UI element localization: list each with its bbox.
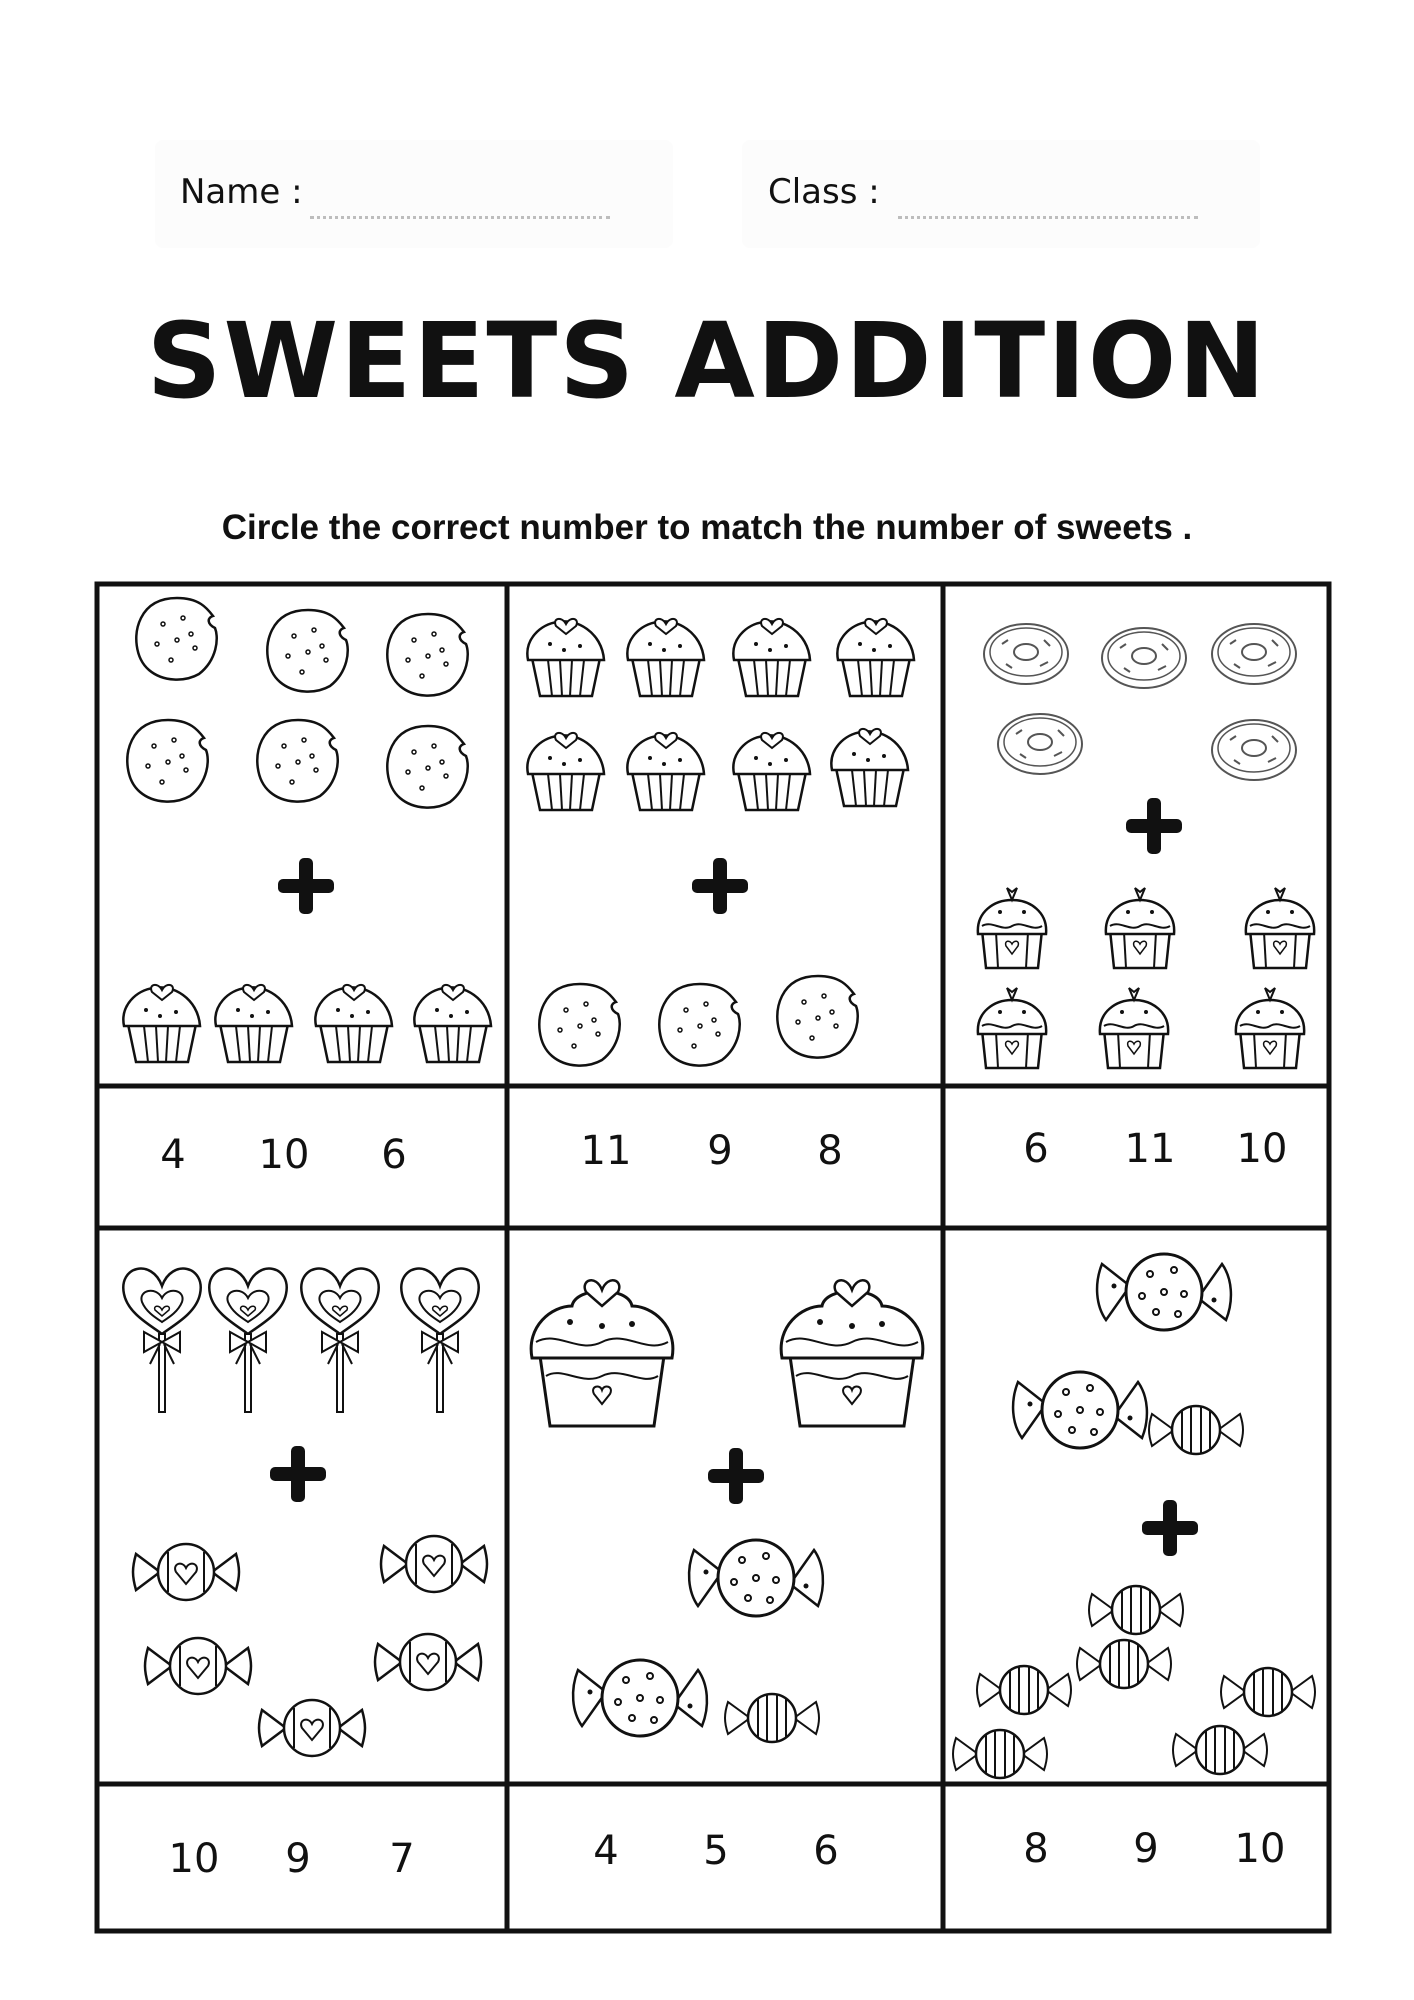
big-cupcake-icon [781, 1280, 923, 1426]
fancy-cupcake-icon [978, 888, 1046, 968]
striped-candy-icon [1173, 1726, 1267, 1774]
cupcake-icon [831, 729, 908, 806]
fancy-cupcake-icon [1100, 988, 1168, 1068]
heart-candy-icon [133, 1544, 239, 1600]
cookie-icon [539, 984, 619, 1066]
class-label: Class : [768, 172, 880, 212]
lollipop-icon [401, 1269, 478, 1412]
heart-candy-icon [259, 1700, 365, 1756]
answer-option[interactable]: 10 [1236, 1126, 1288, 1172]
striped-candy-icon [725, 1694, 819, 1742]
cupcake-icon [733, 733, 810, 810]
cupcake-icon [414, 985, 491, 1062]
striped-candy-icon [1149, 1406, 1243, 1454]
cookie-icon [127, 720, 207, 802]
cookie-icon [136, 598, 216, 680]
cupcake-icon [123, 985, 200, 1062]
striped-candy-icon [1089, 1586, 1183, 1634]
wrapped-candy-icon [1097, 1254, 1231, 1330]
answer-option[interactable]: 7 [389, 1836, 415, 1882]
lollipop-icon [301, 1269, 378, 1412]
answer-option[interactable]: 5 [703, 1828, 729, 1874]
donut-icon [1212, 624, 1296, 684]
cookie-icon [387, 614, 467, 696]
fancy-cupcake-icon [978, 988, 1046, 1068]
plus-icon [1142, 1500, 1198, 1556]
cupcake-icon [215, 985, 292, 1062]
cupcake-icon [527, 733, 604, 810]
cookie-icon [659, 984, 739, 1066]
cupcake-icon [315, 985, 392, 1062]
instruction-text: Circle the correct number to match the number of sweets . [221, 508, 1193, 547]
plus-icon [270, 1446, 326, 1502]
cupcake-icon [733, 619, 810, 696]
answer-option[interactable]: 8 [817, 1128, 843, 1174]
answer-option[interactable]: 10 [1234, 1826, 1286, 1872]
answer-option[interactable]: 6 [1023, 1126, 1049, 1172]
cupcake-icon [627, 733, 704, 810]
cookie-icon [257, 720, 337, 802]
answer-option[interactable]: 9 [1133, 1826, 1159, 1872]
lollipop-icon [123, 1269, 200, 1412]
big-cupcake-icon [531, 1280, 673, 1426]
problem-3-picture [978, 624, 1314, 1068]
answer-option[interactable]: 9 [285, 1836, 311, 1882]
fancy-cupcake-icon [1236, 988, 1304, 1068]
answer-option[interactable]: 6 [813, 1828, 839, 1874]
donut-icon [998, 714, 1082, 774]
lollipop-icon [209, 1269, 286, 1412]
answer-option[interactable]: 10 [258, 1132, 310, 1178]
answer-option[interactable]: 9 [707, 1128, 733, 1174]
cupcake-icon [527, 619, 604, 696]
wrapped-candy-icon [689, 1540, 823, 1616]
cookie-icon [267, 610, 347, 692]
wrapped-candy-icon [1013, 1372, 1147, 1448]
striped-candy-icon [1077, 1640, 1171, 1688]
plus-icon [692, 858, 748, 914]
cupcake-icon [837, 619, 914, 696]
striped-candy-icon [1221, 1668, 1315, 1716]
donut-icon [1212, 720, 1296, 780]
plus-icon [278, 858, 334, 914]
fancy-cupcake-icon [1246, 888, 1314, 968]
name-label: Name : [180, 172, 303, 212]
problem-1-picture [123, 598, 491, 1062]
answer-option[interactable]: 4 [160, 1132, 186, 1178]
striped-candy-icon [953, 1730, 1047, 1778]
heart-candy-icon [381, 1536, 487, 1592]
plus-icon [708, 1448, 764, 1504]
problem-4-picture [123, 1269, 487, 1756]
answer-option[interactable]: 11 [580, 1128, 632, 1174]
problem-5-picture [531, 1280, 923, 1742]
problem-6-picture [953, 1254, 1315, 1778]
donut-icon [984, 624, 1068, 684]
answer-option[interactable]: 6 [381, 1132, 407, 1178]
wrapped-candy-icon [573, 1660, 707, 1736]
answer-option[interactable]: 4 [593, 1828, 619, 1874]
heart-candy-icon [145, 1638, 251, 1694]
answer-option[interactable]: 8 [1023, 1826, 1049, 1872]
donut-icon [1102, 628, 1186, 688]
cupcake-icon [627, 619, 704, 696]
fancy-cupcake-icon [1106, 888, 1174, 968]
plus-icon [1126, 798, 1182, 854]
heart-candy-icon [375, 1634, 481, 1690]
worksheet-title: SWEETS ADDITION [146, 300, 1268, 422]
striped-candy-icon [977, 1666, 1071, 1714]
answer-option[interactable]: 11 [1124, 1126, 1176, 1172]
answer-option[interactable]: 10 [168, 1836, 220, 1882]
cookie-icon [777, 976, 857, 1058]
cookie-icon [387, 726, 467, 808]
problem-2-picture [527, 619, 914, 1066]
